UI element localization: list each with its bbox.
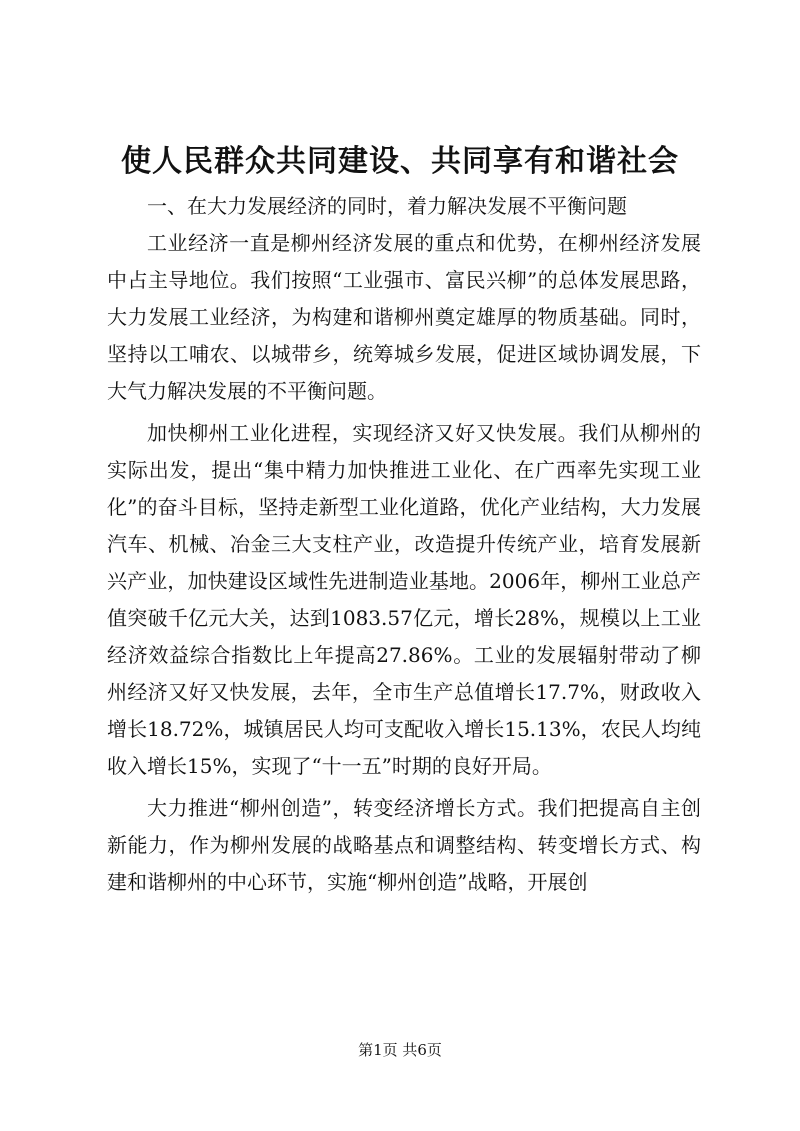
paragraph-industrialization: 加快柳州工业化进程，实现经济又好又快发展。我们从柳州的实际出发，提出“集中精力加快推进工业化、在广西率先实现工业化”的奋斗目标，坚持走新型工业化道路，优化产业结构，大力发展汽车、机械、冶金三大支柱产业，改造提升传统产业，培育发展新兴产业，加快建设区域性先进制造业基地。2006年，柳州工业总产值突破千亿元大关，达到1083.57亿元，增长28%，规模以上工业经济效益综合指数比上年提高27.86%。工业的发展辐射带动了柳州经济又好又快发展，去年，全市生产总值增长17.7%，财政收入增长18.72%，城镇居民人均可支配收入增长15.13%，农民人均纯收入增长15%，实现了“十一五”时期的良好开局。 bbox=[107, 421, 701, 778]
document-body bbox=[107, 188, 701, 901]
document-title: 使人民群众共同建设、共同享有和谐社会 bbox=[121, 144, 679, 179]
page-footer: 第1页 共6页 bbox=[358, 1041, 442, 1059]
paragraph-liuzhou-creation: 大力推进“柳州创造”，转变经济增长方式。我们把提高自主创新能力，作为柳州发展的战略基点和调整结构、转变增长方式、构建和谐柳州的中心环节，实施“柳州创造”战略，开展创 bbox=[107, 796, 701, 894]
paragraph-industrial-economy: 工业经济一直是柳州经济发展的重点和优势，在柳州经济发展中占主导地位。我们按照“工业强市、富民兴柳”的总体发展思路，大力发展工业经济，为构建和谐柳州奠定雄厚的物质基础。同时，坚持以工哺农、以城带乡，统筹城乡发展，促进区域协调发展，下大气力解决发展的不平衡问题。 bbox=[107, 231, 701, 403]
section-heading: 一、在大力发展经济的同时，着力解决发展不平衡问题 bbox=[147, 194, 627, 218]
